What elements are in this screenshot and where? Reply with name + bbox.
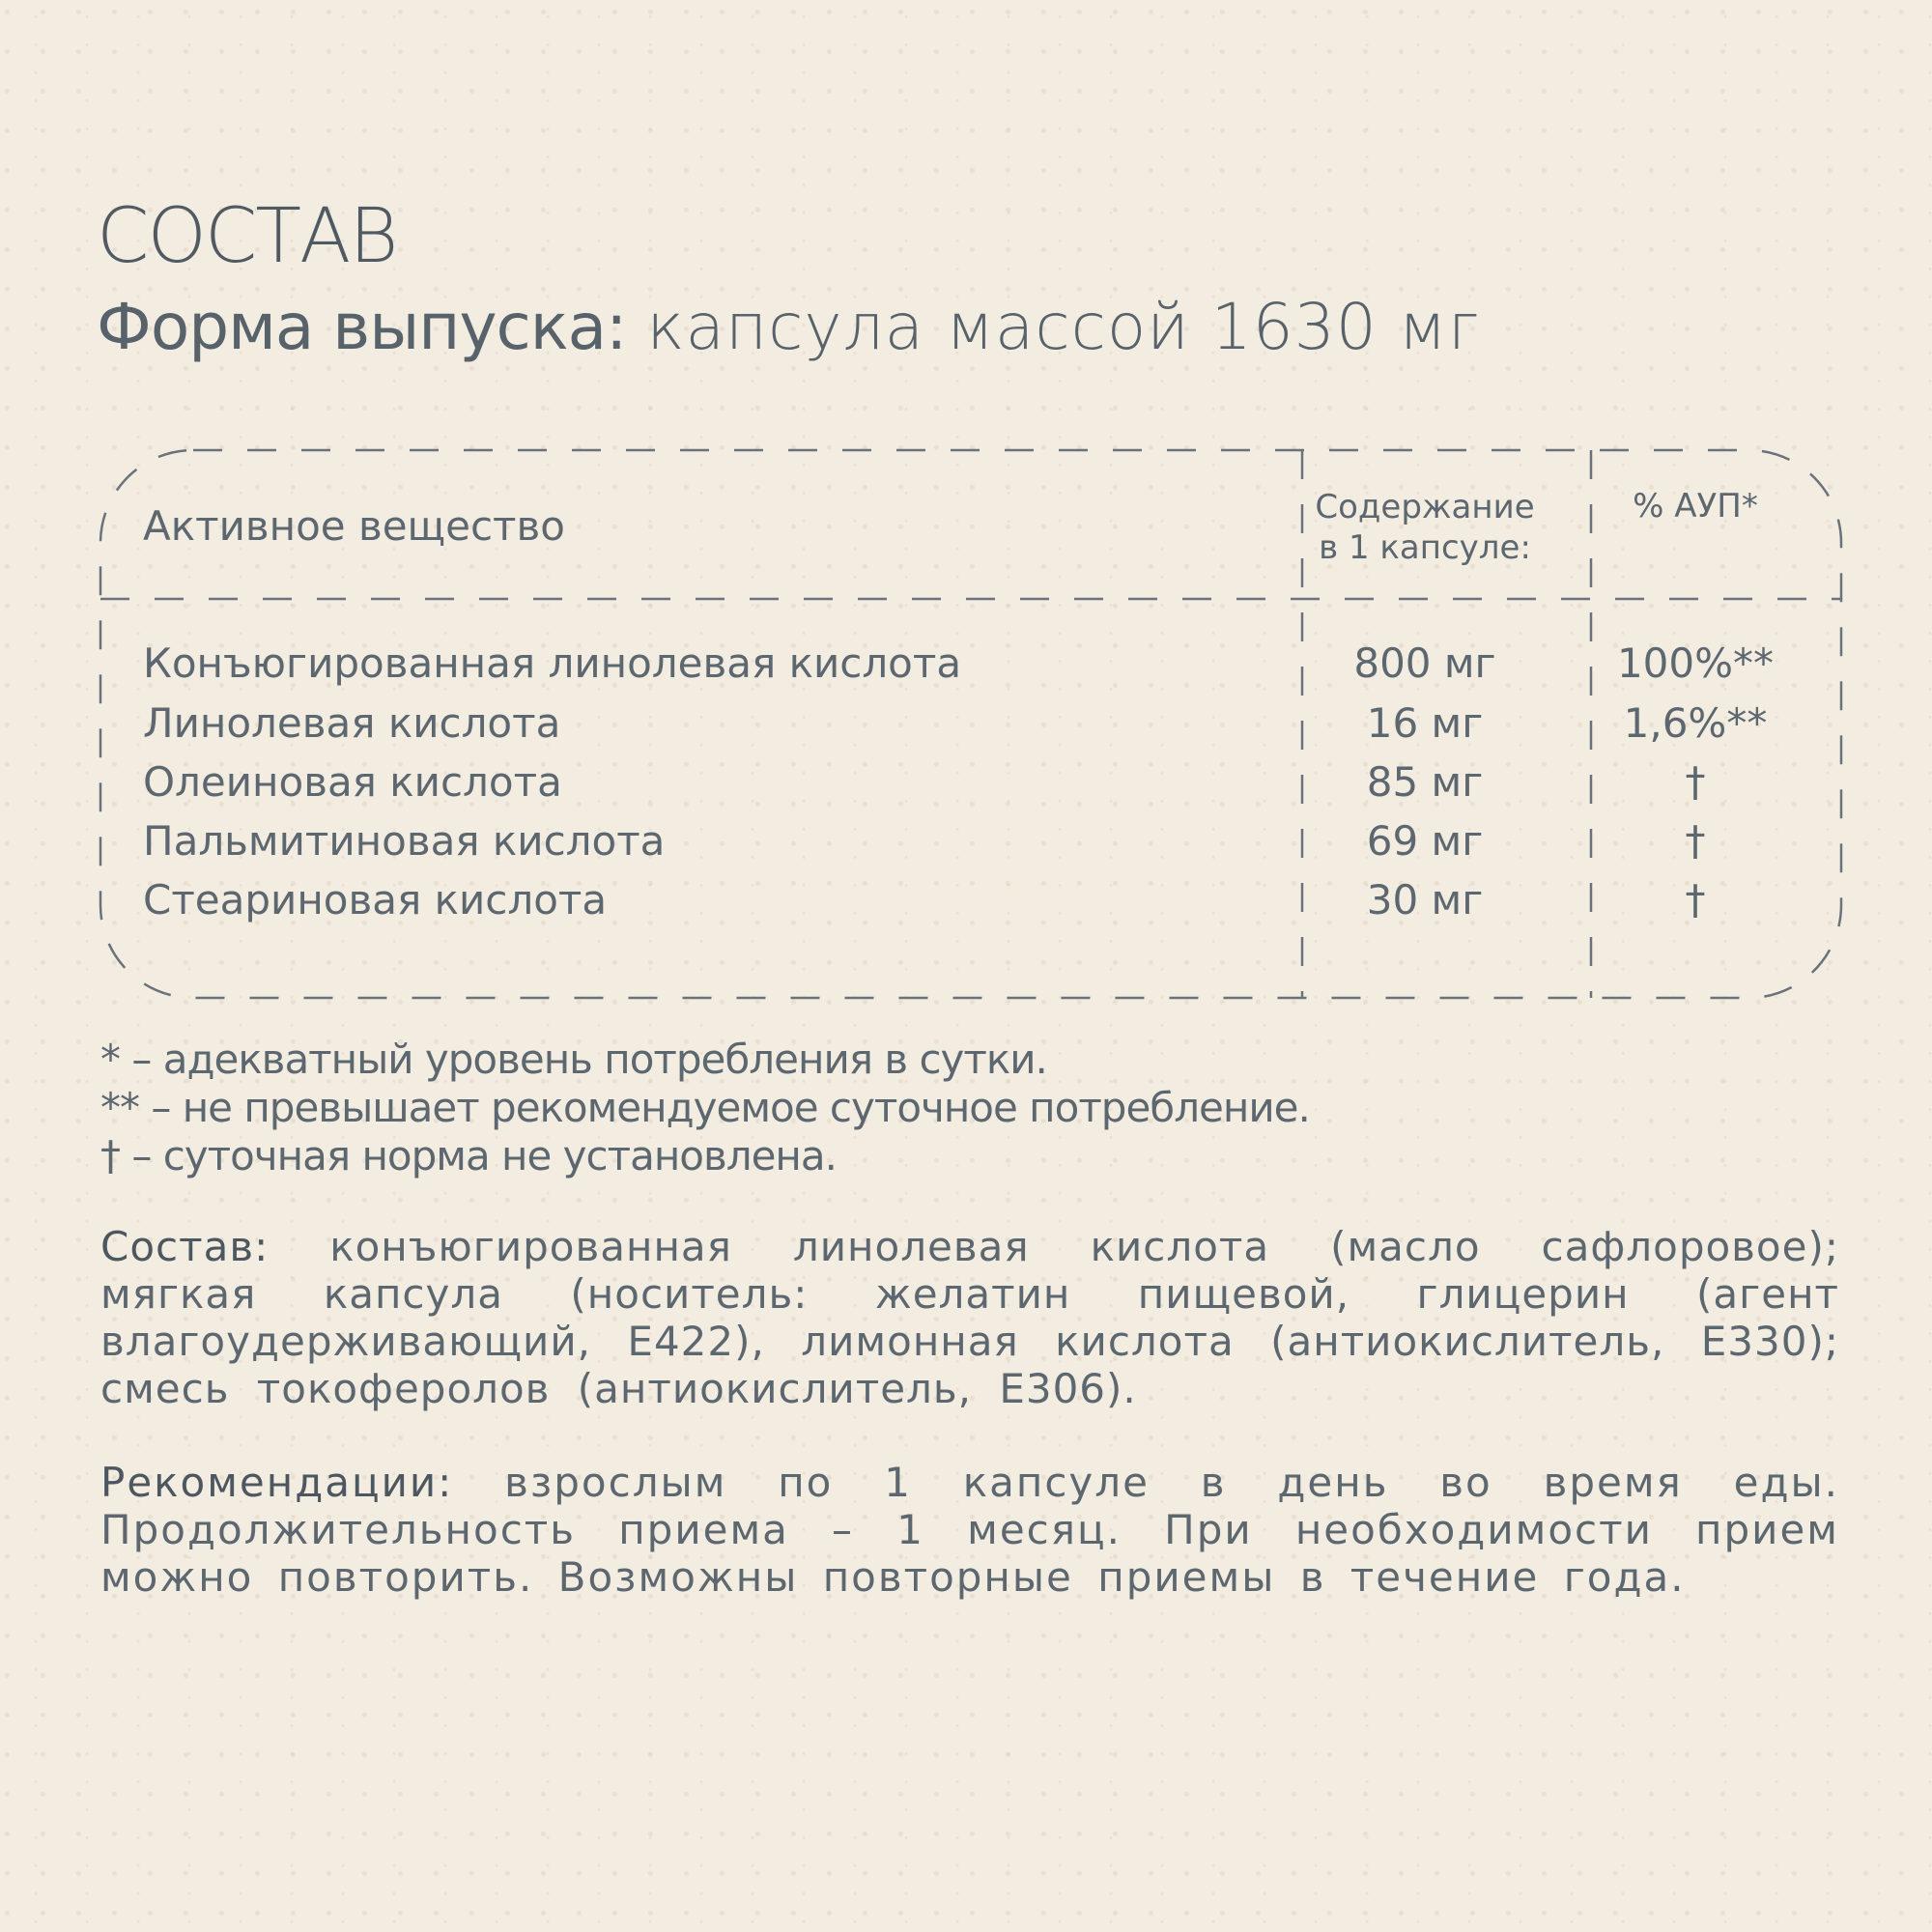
row-name: Пальмитиновая кислота	[143, 817, 666, 865]
row-percent: †	[1685, 758, 1706, 806]
release-form-value: капсула массой 1630 мг	[646, 290, 1480, 364]
recommendations-paragraph	[100, 1459, 1839, 1601]
composition-text: конъюгированная линолевая кислота (масло сафлоровое); мягкая капсула (носитель: желатин пищевой, глицерин (агент влагоудерживающий, Е422), лимонная кислота (антиокислитель, Е330); смесь токоферолов (антиокислитель, Е306).	[100, 1223, 1839, 1412]
row-percent: 1,6%**	[1623, 699, 1768, 747]
footnote: ** – не превышает рекомендуемое суточное потребление.	[100, 1084, 1310, 1131]
recommendations-label: Рекомендации:	[100, 1459, 454, 1506]
page-title: СОСТАВ	[97, 193, 397, 280]
row-percent: 100%**	[1616, 639, 1775, 687]
footnote: * – адекватный уровень потребления в сутки.	[100, 1036, 1047, 1083]
row-amount: 16 мг	[1366, 699, 1484, 747]
row-amount: 30 мг	[1366, 876, 1484, 923]
column-header-active: Активное вещество	[143, 502, 565, 550]
release-form	[97, 290, 1480, 364]
release-form-label: Форма выпуска:	[97, 290, 627, 364]
column-header-content: Содержание в 1 капсуле:	[1315, 488, 1535, 567]
row-amount: 800 мг	[1353, 639, 1496, 687]
row-name: Конъюгированная линолевая кислота	[143, 639, 962, 687]
recommendations-text: взрослым по 1 капсуле в день во время еды. Продолжительность приема – 1 месяц. При необходимости прием можно повторить. Возможны повторные приемы в течение года.	[100, 1459, 1839, 1601]
column-header-aup: % АУП*	[1633, 487, 1758, 526]
row-amount: 69 мг	[1366, 817, 1484, 865]
footnotes	[100, 1036, 1310, 1180]
row-amount: 85 мг	[1366, 758, 1484, 806]
row-name: Линолевая кислота	[143, 699, 561, 747]
row-name: Олеиновая кислота	[143, 758, 562, 806]
row-percent: †	[1685, 817, 1706, 865]
composition-paragraph	[100, 1223, 1839, 1412]
ingredients-table	[97, 446, 1845, 1002]
footnote: † – суточная норма не установлена.	[100, 1132, 837, 1179]
composition-label: Состав:	[100, 1223, 270, 1270]
row-name: Стеариновая кислота	[143, 876, 608, 923]
row-percent: †	[1685, 876, 1706, 923]
